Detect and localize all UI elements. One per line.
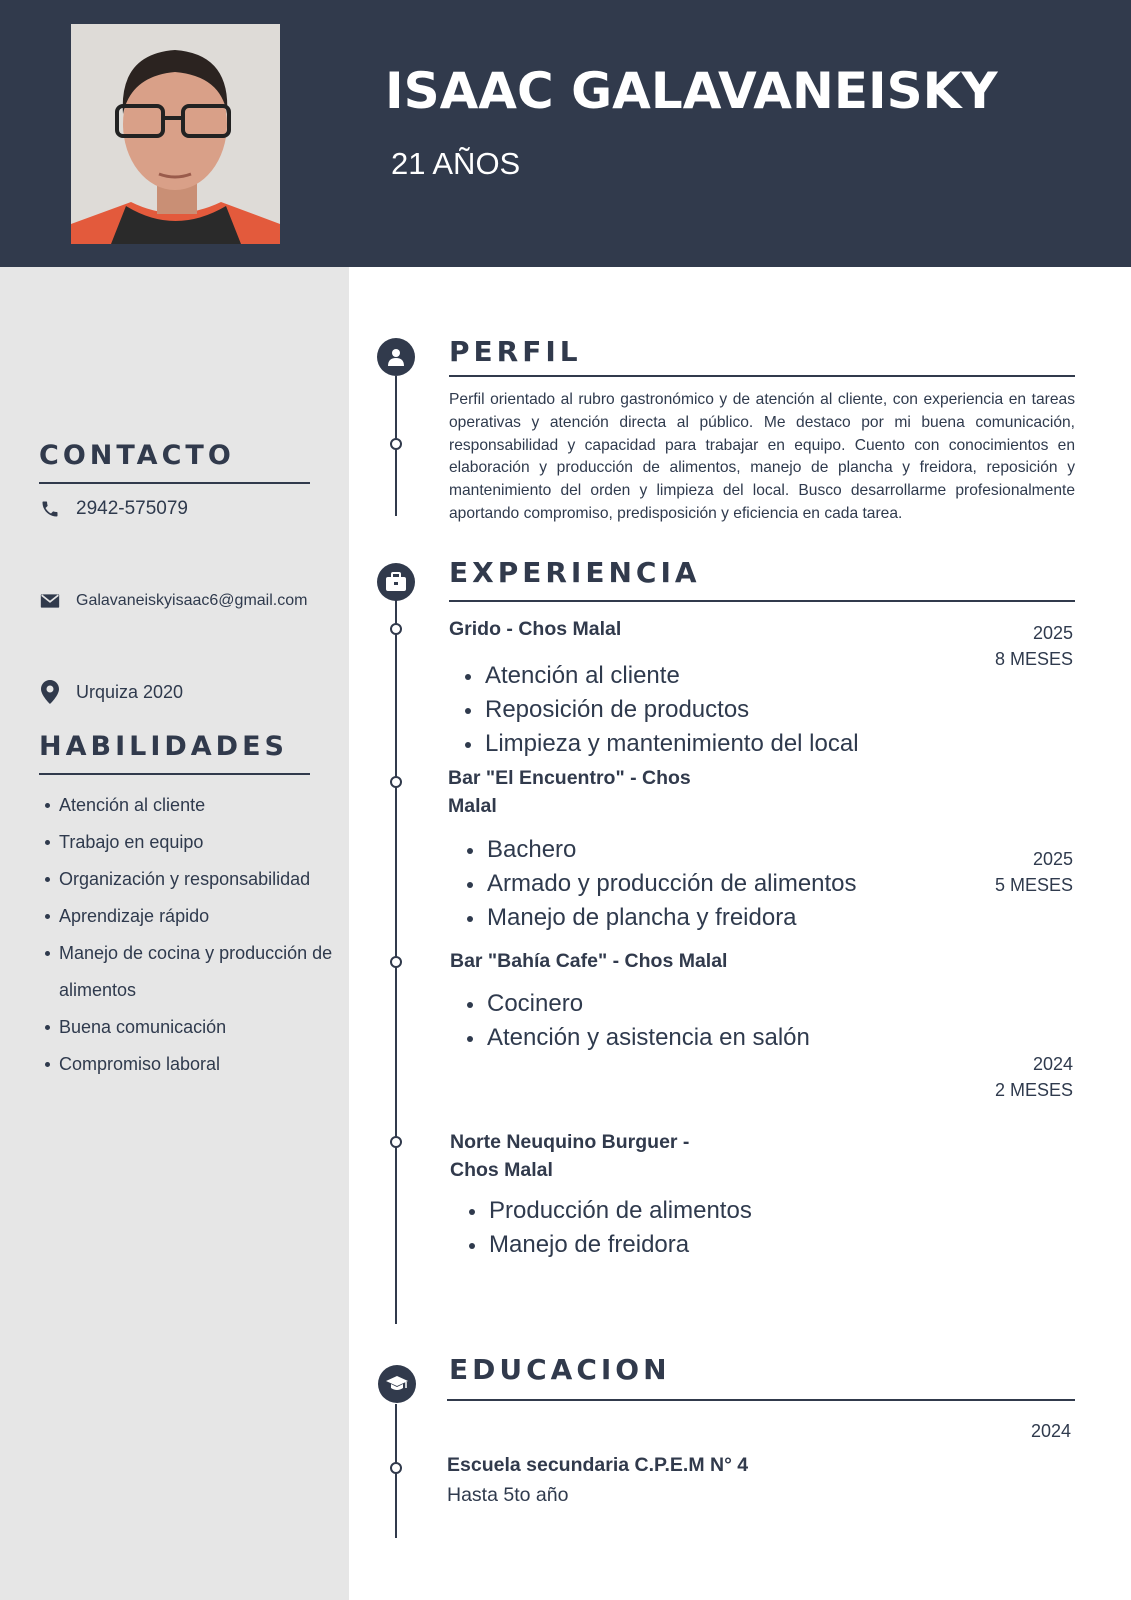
contact-phone[interactable] bbox=[39, 498, 188, 520]
education-year: 2024 bbox=[1030, 1421, 1071, 1441]
graduation-cap-icon bbox=[378, 1365, 416, 1403]
job-task: Producción de alimentos bbox=[467, 1194, 752, 1228]
skill-item: Atención al cliente bbox=[43, 787, 343, 824]
job-tasks bbox=[463, 659, 859, 761]
education-detail: Hasta 5to año bbox=[447, 1484, 569, 1506]
timeline-dot bbox=[390, 776, 402, 788]
phone-icon bbox=[39, 498, 61, 520]
email-address: Galavaneiskyisaac6@gmail.com bbox=[76, 592, 308, 609]
job-task: Manejo de freidora bbox=[467, 1228, 752, 1262]
address-text: Urquiza 2020 bbox=[76, 681, 184, 702]
job-title: Bar "Bahía Cafe" - Chos Malal bbox=[450, 950, 728, 972]
profile-divider bbox=[449, 375, 1075, 377]
job-task: Cocinero bbox=[465, 987, 810, 1021]
job-tasks bbox=[465, 833, 857, 935]
timeline-dot bbox=[390, 438, 402, 450]
contact-email[interactable] bbox=[39, 590, 307, 612]
job-duration: 8 MESES bbox=[994, 649, 1073, 669]
header-banner bbox=[0, 0, 1131, 267]
skill-item: Organización y responsabilidad bbox=[43, 861, 343, 898]
experience-heading: EXPERIENCIA bbox=[449, 556, 701, 589]
phone-number: 2942-575079 bbox=[76, 498, 188, 519]
timeline-dot bbox=[390, 1136, 402, 1148]
education-school: Escuela secundaria C.P.E.M N° 4 bbox=[447, 1454, 749, 1476]
job-year: 2024 bbox=[1032, 1054, 1073, 1074]
envelope-icon bbox=[39, 590, 61, 612]
job-title: Bar "El Encuentro" - Chos Malal bbox=[448, 767, 691, 817]
skills-list bbox=[43, 787, 343, 1083]
profile-heading: PERFIL bbox=[449, 335, 582, 368]
skills-divider bbox=[39, 773, 310, 775]
briefcase-icon bbox=[377, 563, 415, 601]
skill-item: Manejo de cocina y producción de alimentos bbox=[43, 935, 343, 1009]
job-task: Manejo de plancha y freidora bbox=[465, 901, 857, 935]
contact-address bbox=[39, 681, 183, 703]
job-period bbox=[995, 1051, 1073, 1103]
job-period bbox=[995, 620, 1073, 672]
user-icon bbox=[377, 338, 415, 376]
job-year: 2025 bbox=[1032, 623, 1073, 643]
skill-item: Buena comunicación bbox=[43, 1009, 343, 1046]
experience-divider bbox=[449, 600, 1075, 602]
skill-item: Aprendizaje rápido bbox=[43, 898, 343, 935]
contact-divider bbox=[39, 482, 310, 484]
job-task: Reposición de productos bbox=[463, 693, 859, 727]
skill-item: Compromiso laboral bbox=[43, 1046, 343, 1083]
job-tasks bbox=[465, 987, 810, 1055]
timeline-dot bbox=[390, 623, 402, 635]
job-tasks bbox=[467, 1194, 752, 1262]
timeline-dot bbox=[390, 1462, 402, 1474]
job-task: Armado y producción de alimentos bbox=[465, 867, 857, 901]
job-task: Atención al cliente bbox=[463, 659, 859, 693]
candidate-age: 21 AÑOS bbox=[391, 146, 521, 181]
timeline-dot bbox=[390, 956, 402, 968]
job-title: Grido - Chos Malal bbox=[449, 618, 622, 640]
job-year: 2025 bbox=[1032, 849, 1073, 869]
contact-heading: CONTACTO bbox=[39, 440, 235, 471]
location-pin-icon bbox=[39, 681, 61, 703]
job-title: Norte Neuquino Burguer - Chos Malal bbox=[450, 1131, 690, 1181]
skill-item: Trabajo en equipo bbox=[43, 824, 343, 861]
candidate-name: ISAAC GALAVANEISKY bbox=[385, 62, 998, 120]
education-divider bbox=[447, 1399, 1075, 1401]
job-task: Limpieza y mantenimiento del local bbox=[463, 727, 859, 761]
profile-photo bbox=[71, 24, 280, 244]
profile-summary: Perfil orientado al rubro gastronómico y de atención al cliente, con experiencia en tareas operativas y atención directa al público. Me destaco por mi buena comunicación, responsabilidad y capacidad para trabajar en equipo. Cuento con conocimientos en elaboración y producción de alimentos, manejo de plancha y freidora, reposición y mantenimiento del orden y limpieza del local. Busco desarrollarme profesionalmente aportando compromiso, predisposición y eficiencia en cada tarea. bbox=[449, 391, 1075, 522]
job-duration: 5 MESES bbox=[994, 875, 1073, 895]
skills-heading: HABILIDADES bbox=[39, 731, 288, 762]
education-heading: EDUCACION bbox=[449, 1353, 671, 1386]
job-duration: 2 MESES bbox=[994, 1080, 1073, 1100]
job-task: Atención y asistencia en salón bbox=[465, 1021, 810, 1055]
job-task: Bachero bbox=[465, 833, 857, 867]
job-period bbox=[995, 846, 1073, 898]
